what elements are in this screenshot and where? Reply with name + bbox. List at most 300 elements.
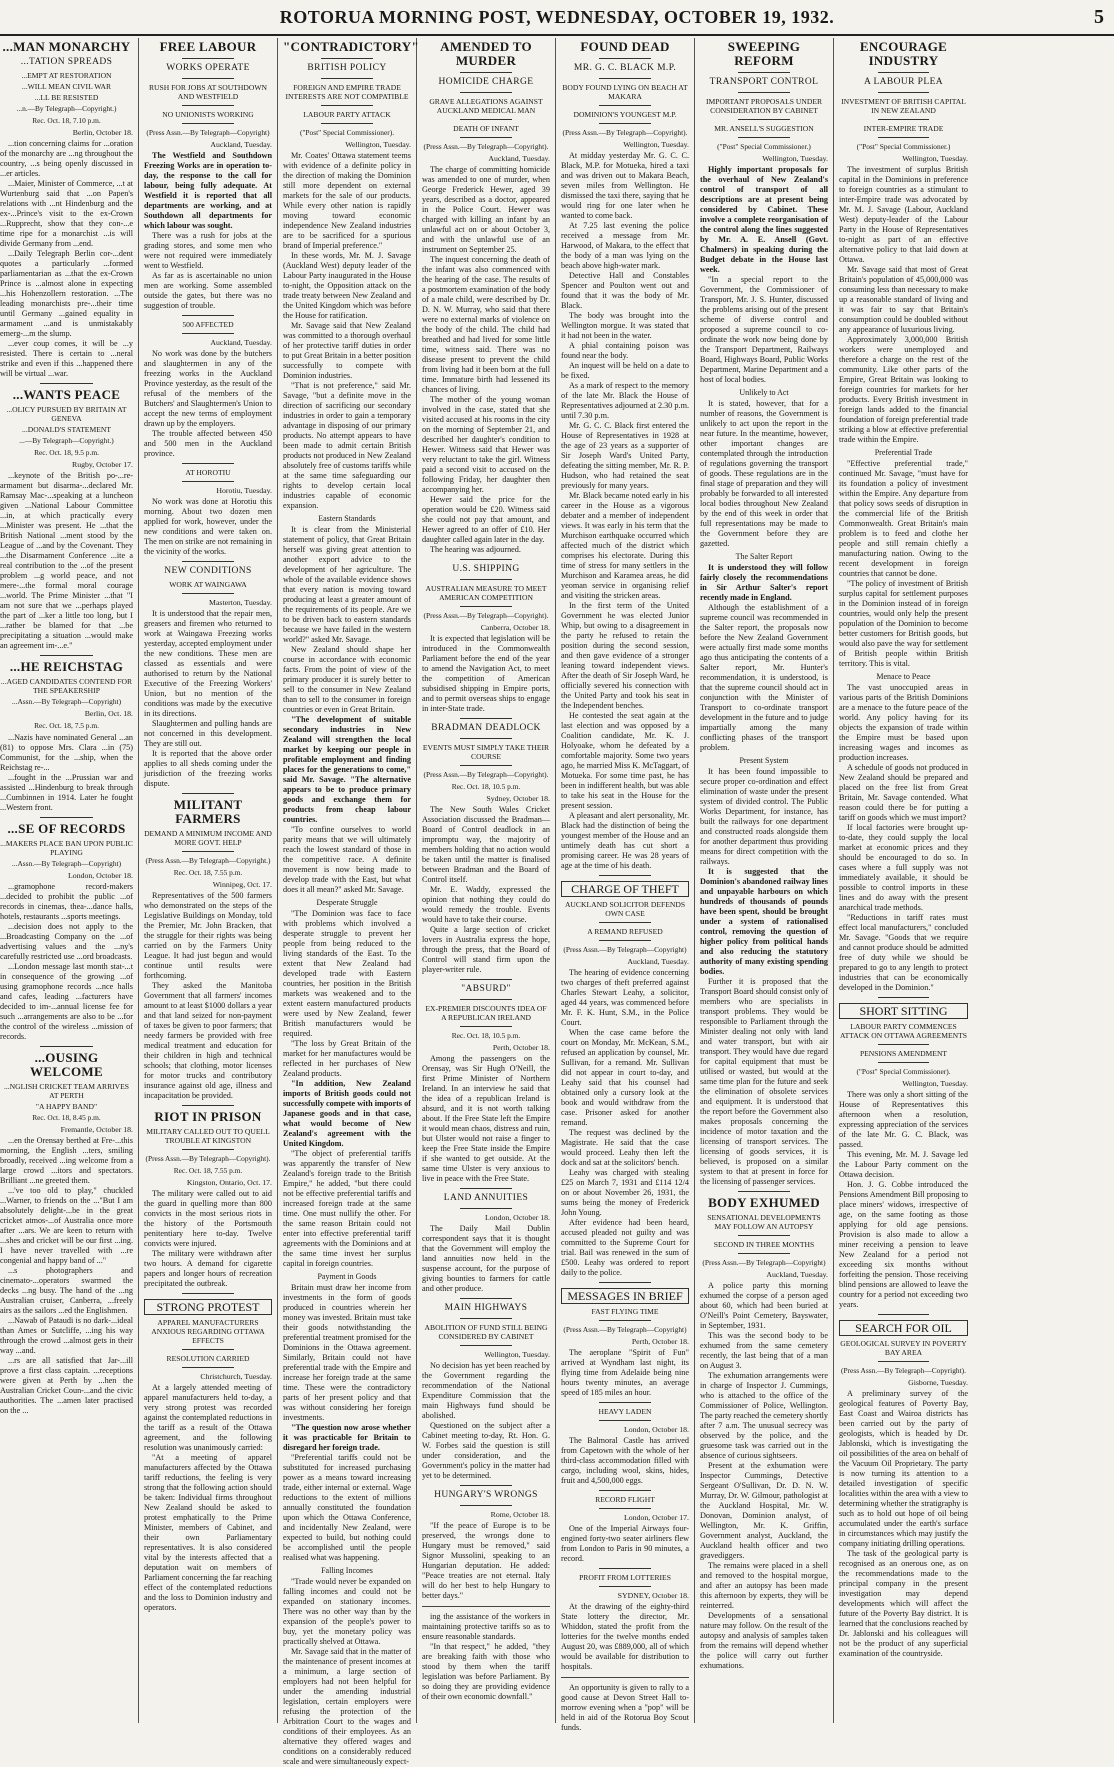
- paragraph: Developments of a sensational nature may follow. On the result of the autopsy and analysis of samples taken from the remains will depend whether the police will carry out further exhumations.: [700, 1611, 828, 1670]
- deck: GRAVE ALLEGATIONS AGAINST AUCKLAND MEDICAL MAN: [429, 97, 543, 115]
- section-subhead: Preferential Trade: [874, 448, 933, 457]
- paragraph: A police party this morning exhumed the corpse of a person aged about 60, which had been buried at O'Neill's Point Cemetery, Bayswater, in September, 1931.: [700, 1281, 828, 1330]
- divider: [738, 119, 789, 120]
- paragraph: Leahy was charged with stealing £25 on March 7, 1931 and £114 12/4 on or about November 26, 1931, the sums being the money of Frederick John Young.: [561, 1168, 689, 1217]
- section-subhead: The Salter Report: [735, 552, 793, 561]
- section-subhead: Payment in Goods: [317, 1272, 377, 1281]
- divider: [460, 119, 511, 120]
- paragraph: At the drawing of the eighty-third State lottery the director, Mr. Whiddon, stated the profit from the lotteries for the twelve months ended August 20, was £889,000, all of which would be available for distribution to hospitals.: [561, 1602, 689, 1671]
- paragraph: No work was done by the butchers and slaughtermen in any of the freezing works in the Auckland Province yesterday, as the result of the refusal of the members of the Butchers' and Slaughtermen's Union to accept the new terms of employment drawn up by the employers.: [144, 349, 272, 428]
- headline: FOUND DEAD: [580, 39, 670, 54]
- paragraph: ...gramophone record-makers ...decided to prohibit the public ...of records in cinemas, thea-...dance halls, hotels, restaurants ...sports meetings.: [0, 882, 133, 921]
- paragraph: Questioned on the subject after a Cabinet meeting to-day, Rt. Hon. G. W. Forbes said the question is still under consideration, and the Government's policy in the matter had yet to be determined.: [422, 1421, 550, 1480]
- subheadline: WORKS OPERATE: [166, 63, 250, 73]
- divider: [460, 979, 511, 980]
- subheadline: "ABSURD": [461, 984, 511, 994]
- paragraph: Mr. G. C. C. Black first entered the House of Representatives in 1928 at the age of 23 years as a supporter of Sir Joseph Ward's United Party, defeating the sitting member, Mr. R. P. Hudson, who had retained the seat previously for many years.: [561, 421, 689, 490]
- divider: [599, 78, 650, 79]
- paragraph: In these words, Mr. M. J. Savage (Auckland West) deputy leader of the Labour Party inaugurated in the House to-night, the Opposition attack on the trade treaty between New Zealand and the United Kingdom which was before the House for ratification.: [283, 251, 411, 320]
- deck: INTER-EMPIRE TRADE: [863, 124, 944, 133]
- column-5: [556, 38, 695, 1732]
- paragraph: ...'ve too old to play," chuckled ...Warner, to friends on the ..."But I am absolutely delight-...be in the great cricket atmos-...of Australia once more after ...ars. We are keen to return with ...shes and cricket will be our first ...ing. I have never travelled with ...re congenial and happy band of ...": [0, 1186, 133, 1265]
- deck: IMPORTANT PROPOSALS UNDER CONSIDERATION BY CABINET: [705, 97, 823, 115]
- paragraph-bold: The Westfield and Southdown Freezing Works are in operation to-day, the response to the call for labour, being fully adequate. At Westfield it is reported that all departments are working, and at Southdown all departments for which labour was sought.: [144, 151, 272, 230]
- deck: SECOND IN THREE MONTHS: [713, 1240, 815, 1249]
- divider: [182, 561, 233, 562]
- subheadline: A LABOUR PLEA: [863, 77, 944, 87]
- divider: [460, 1345, 511, 1346]
- dateline: Canberra, October 18.: [480, 623, 550, 632]
- paragraph: Slaughtermen and pulling hands are not concerned in this development. They are still out.: [144, 719, 272, 748]
- dateline: London, October 18.: [68, 871, 133, 880]
- wire-credit: Rec. Oct. 18, 10.5 p.m.: [451, 1031, 521, 1040]
- deck: A REMAND REFUSED: [587, 927, 663, 936]
- divider: [460, 999, 511, 1000]
- paragraph: It has been found impossible to secure proper co-ordination and effect elimination of waste under the present system of divided control. The Public Works Department, for instance, has built the railways for one department and constructed roads alongside them for another department thus providing means for direct competition with the railways.: [700, 767, 828, 866]
- subheadline: LAND ANNUITIES: [443, 1193, 529, 1203]
- paragraph: The exhumation arrangements were in charge of Inspector J. Cummings, who is attached to the office of the Commissioner of Police, Wellington. The party reached the cemetery shortly after 7 a.m. The unusual secrecy was observed by the police, and the gruesome task was carried out in the absence of curious sightseers.: [700, 1371, 828, 1460]
- paragraph-bold: "In addition, New Zealand imports of British goods could not successfully compete with imports of Japanese goods and in that case, what would become of New Zealand's agreement with the United Kingdom.: [283, 1079, 411, 1148]
- wire-credit: (Press Assn.—By Telegraph—Copyright): [563, 1325, 687, 1334]
- deck: BODY FOUND LYING ON BEACH AT MAKARA: [562, 83, 688, 101]
- paragraph: Mr. Coates' Ottawa statement teems with evidence of a definite policy in the direction of making the Dominion still more dependent on external markets for the sale of our products. While every other nation is rapidly moving toward economic independence New Zealand industries are to be sacrificed for a spurious brand of Imperial preference.": [283, 151, 411, 250]
- paragraph: The body was brought into the Wellington morgue. It was stated that it had not been in the water.: [561, 311, 689, 340]
- paragraph: At 7.25 last evening the police received a message from Mr. Harwood, of Makara, to the effect that the body of a man was lying on the beach above high-water mark.: [561, 221, 689, 270]
- wire-credit: (Press Assn.—By Telegraph—Copyright.): [145, 856, 271, 865]
- divider: [599, 123, 650, 124]
- divider: [599, 922, 650, 923]
- divider: [182, 1349, 233, 1350]
- paragraph: Quite a large section of cricket lovers in Australia express the hope, through the press, that the Board of Control will stand firm upon the player-writer rule.: [422, 925, 550, 974]
- paragraph: Approximately 3,000,000 British workers were unemployed and therefore a charge on the rest of the community. Like other parts of the Empire, Great Britain was looking to foreign countries for markets for her products. Every British investment in foreign lands added to the financial foundation of foreign preferential trade striking a blow at effective preferential trade within the Empire.: [839, 335, 968, 444]
- divider: [878, 997, 930, 998]
- deck: 500 AFFECTED: [182, 320, 234, 329]
- divider: [460, 718, 511, 719]
- dateline: Fremantle, October 18.: [60, 1125, 133, 1134]
- divider: [599, 58, 650, 59]
- divider: [182, 463, 233, 464]
- divider: [738, 1253, 789, 1254]
- column-4: [417, 38, 556, 1723]
- paragraph: "Reductions in tariff rates must effect local manufacturers," concluded Mr. Savage. "Goods that we require and cannot produce should be admitted free of duty while we should be prepared to go to any length to protect industries that can be economically developed in the Dominion.": [839, 913, 968, 992]
- paragraph: ...Nawab of Pataudi is no dark-...ideal than Ames or Sutcliffe, ...ing his way through the crowd ...almost gets in their way ...and.: [0, 1316, 133, 1355]
- divider: [561, 1677, 689, 1678]
- divider: [460, 92, 511, 93]
- dateline: Wellington, Tuesday.: [902, 154, 968, 163]
- subheadline: NEW CONDITIONS: [164, 566, 252, 576]
- dateline: Kingston, Ontario, Oct. 17.: [186, 1178, 272, 1187]
- deck: ...OLICY PURSUED BY BRITAIN AT GENEVA: [6, 405, 127, 423]
- paragraph: Detective Hall and Constables Spencer and Poulton went out and found that it was the body of Mr. Black.: [561, 271, 689, 310]
- paragraph: The vast unoccupied areas in various parts of the British Dominions are a menace to the future peace of the world. Any policy having for its objects the expansion of trade within the Empire must be based upon increasing wages and incomes as production increases.: [839, 683, 968, 762]
- paragraph: No work was done at Horotiu this morning. About two dozen men applied for work, however, under the new conditions and were taken on. The men on strike are not remaining in the vicinity of the works.: [144, 497, 272, 556]
- subheadline: MR. G. C. BLACK M.P.: [573, 63, 677, 73]
- wire-credit: (Press Assn.—By Telegraph—Copyright).: [145, 1154, 271, 1163]
- deck: "A HAPPY BAND": [35, 1102, 98, 1111]
- divider: [599, 1586, 650, 1587]
- paragraph: "The loss by Great Britain of the market for her manufactures would be reflected in her purchases of New Zealand products.: [283, 1039, 411, 1078]
- wire-credit: ...Assn.—By Telegraph—Copyright): [11, 697, 122, 706]
- paragraph: ...Nazis have nominated General ...an (81) to oppose Mrs. Clara ...in (75) Communist, for the ...ship, when the Reichstag re-...: [0, 733, 133, 772]
- headline: ENCOURAGE INDUSTRY: [859, 39, 948, 68]
- wire-credit: Rec. Oct. 18, 7.10 p.m.: [32, 116, 101, 125]
- deck: INVESTMENT OF BRITISH CAPITAL IN NEW ZEALAND: [841, 97, 966, 115]
- boxed-headline: SHORT SITTING: [839, 1003, 968, 1019]
- headline: ...HE REICHSTAG: [9, 659, 124, 674]
- paragraph: The mother of the young woman involved in the case, stated that she visited accused at his rooms in the city on the morning of September 21, and described her daughter's condition to Hewer. Witness said that Hewer was very reluctant to take the girl. Witness paid a second visit to accused on the following Friday, her daughter then accompanying her.: [422, 395, 550, 494]
- divider: [40, 817, 93, 818]
- paragraph: A pleasant and alert personality, Mr. Black had the distinction of being the youngest member of the House and an untimely death has cut short a promising career. He was 28 years of age at the time of his death.: [561, 811, 689, 870]
- boxed-headline: MESSAGES IN BRIEF: [561, 1288, 689, 1304]
- divider: [460, 1208, 511, 1209]
- section-subhead: Present System: [739, 756, 789, 765]
- dateline: Horotiu, Tuesday.: [216, 486, 272, 495]
- divider: [460, 579, 511, 580]
- paragraph: "In a special report to the Government, the Commissioner of Transport, Mr. J. S. Hunter, discussed the problems arising out of the present scheme of diverse control and proposed a supreme council to co-ordinate the work now being done by the Transport Department, Railways Board, Highways Board, Public Works Department, Marine Department and a host of local bodies.: [700, 275, 828, 384]
- dateline: SYDNEY, October 18.: [617, 1591, 689, 1600]
- paragraph: It is clear from the Ministerial statement of policy, that Great Britain herself was giving great attention to another export advice to the development of her agriculture. The whole of the available evidence shows that every nation is moving toward producing at least a greater amount of the requirements of its people. Are we to be driven back to eastern standards because we have failed in the western world?" asked Mr. Savage.: [283, 525, 411, 644]
- divider: [460, 1298, 511, 1299]
- paragraph: ...s photographers and cinemato-...operators swarmed the decks ...ng busy. The hand of the ...ng Australian cruiser, Canberra, ...freely airs as the sailors ...ed the Englishmen.: [0, 1266, 133, 1315]
- wire-credit: (Press Assn.—By Telegraph—Copyright).: [423, 770, 549, 779]
- paragraph: ...keynote of the British po-...re-armament but disarma-...declared Mr. Ramsay Mac-...speaking at a luncheon given ...National Labour Committee ...in, at which practically every ...Minister was present. He ...that the British National ...ment stood by the League of ...and by the Covenant. They ...the Disarmament Conference ...ite a real contribution to the ...of the present problem ...g world peace, and not mere-...the formal moral courage ...world. The Prime Minister ...that "I am not sure that we ...perhaps played the part of ...ker a little too long, but I ...rather be blamed for that ...be precipitating a situation ...would make an agreement im-...e.": [0, 471, 133, 650]
- column-7: [834, 38, 973, 1723]
- wire-credit: Rec. Oct. 18, 8.45 p.m.: [32, 1113, 101, 1122]
- subheadline: MAIN HIGHWAYS: [444, 1303, 528, 1313]
- divider: [182, 78, 233, 79]
- deck: MILITARY CALLED OUT TO QUELL TROUBLE AT KINGSTON: [146, 1127, 270, 1145]
- wire-credit: Rec. Oct. 18, 7.55 p.m.: [173, 1166, 243, 1175]
- headline: AMENDED TO MURDER: [440, 39, 532, 68]
- dateline: Auckland, Tuesday.: [766, 1270, 828, 1279]
- divider: [738, 1191, 789, 1192]
- paragraph: Although the establishment of a supreme council was recommended in the Salter report, the proposals now before the New Zealand Government were actually first made some months ago thus anticipating the contents of a Salter report, Mr. Hunter's recommendation, it is understood, is that the supreme council should act in conjunction with the Minister of Transport to co-ordinate transport development in the future and to judge impartially among the many conflicting phases of the transport problem.: [700, 603, 828, 752]
- deck: GEOLOGICAL SURVEY IN POVERTY BAY AREA: [840, 1339, 967, 1357]
- page-number: 5: [1094, 6, 1104, 28]
- wire-credit: (Press Assn.—By Telegraph—Copyright): [702, 1258, 826, 1267]
- deck: ...AGED CANDIDATES CONTEND FOR THE SPEAKERSHIP: [0, 677, 133, 695]
- section-subhead: Unlikely to Act: [739, 388, 789, 397]
- divider: [40, 655, 93, 656]
- divider: [460, 1485, 511, 1486]
- paragraph-bold: It is suggested that the Dominion's abandoned railway lines and unpayable harbours on which hundreds of thousands of pounds have been spent, should be brought under a system of rationalised control, removing the question of higher policy from political hands and also reducing the statutory authority of many existing spending bodies.: [700, 867, 828, 976]
- dateline: Perth, October 18.: [492, 1043, 550, 1052]
- divider: [460, 1505, 511, 1506]
- headline: FREE LABOUR: [159, 39, 257, 54]
- paragraph: There was only a short sitting of the House of Representatives this afternoon when a resolution, expressing appreciation of the services of the late Mr. G. C. Black, was passed.: [839, 1090, 968, 1149]
- paragraph: Mr. Savage said that in the matter of the maintenance of present incomes at a minimum, a large section of employers had not been helpful for under the amending industrial legislation, certain employers were refusing the protection of the Arbitration Court to the wages and conditions of their employees. As an alternative they offered wages and conditions on a considerably reduced scale and were simultaneously expect-: [283, 1647, 411, 1766]
- deck: ...LL BE RESISTED: [34, 93, 99, 102]
- divider: [599, 1320, 650, 1321]
- paragraph: "In that respect," he added, "they are breaking faith with those who stood by them when the tariff legislation was before Parliament. By so doing they are providing evidence of their own economic downfall.": [422, 1642, 550, 1701]
- paragraph: ing the assistance of the workers in maintaining protective tariffs so as to ensure reasonable standards.: [422, 1612, 550, 1641]
- divider: [599, 1282, 650, 1283]
- paragraph: It is understood that the repair men, greasers and firemen who returned to work at Waingawa Freezing works yesterday, accepted employment under the new conditions. These men are classed as essentials and were authorised to return by the National Executive of the Freezing Workers' Union, but no mention of the conditions was made by the executive in its directions.: [144, 609, 272, 718]
- dateline: London, October 18.: [485, 1213, 550, 1222]
- divider: [321, 123, 372, 124]
- wire-credit: Rec. Oct. 18, 10.5 p.m.: [451, 782, 521, 791]
- divider: [878, 1044, 930, 1045]
- paragraph: Among the passengers on the Orensay, was Sir Hugh O'Neill, the first Prime Minister of Northern Ireland. In an interview he said that the idea of a republican Ireland is absurd, and it is not worth talking about. If the Free State left the Empire it would mean chaos, distress and ruin, but Ulster would not raise a finger to keep the Free State inside the Empire if she wanted to get outside. At the same time Ulster is very anxious to live in peace with the Free State.: [422, 1054, 550, 1183]
- wire-credit: ...n.—By Telegraph—Copyright.): [16, 104, 117, 113]
- paragraph: "The policy of investment of British surplus capital for settlement purposes in the Dominion instead of in foreign countries, would only help the present population of the Dominion to become better customers for British goods, but would also pave the way for settlement of British people within British territory. This is vital.: [839, 579, 968, 668]
- divider: [599, 1568, 650, 1569]
- divider: [599, 1490, 650, 1491]
- divider: [599, 875, 650, 876]
- divider: [182, 1105, 233, 1106]
- deck: DEMAND A MINIMUM INCOME AND MORE GOVT. HELP: [144, 829, 272, 847]
- divider: [599, 1420, 650, 1421]
- deck: DEATH OF INFANT: [453, 124, 519, 133]
- paragraph: An opportunity is given to rally to a good cause at Devon Street Hall to-morrow evening when a "pop" will be held in aid of the Rotorua Boy Scout funds.: [561, 1683, 689, 1732]
- paragraph: Britain must draw her income from investments in the form of goods produced in countries wherein her money was invested. Britain must take their goods notwithstanding the preferential treatment promised for the Dominions in the Ottawa agreement. Similarly, Britain could not have preferential trade with the Empire and increase her foreign trade at the same time. These were the contradictory parts of her present policy and that was without considering her foreign investments.: [283, 1283, 411, 1422]
- headline: ...WANTS PEACE: [12, 387, 121, 402]
- divider: [460, 1026, 511, 1027]
- divider: [878, 137, 930, 138]
- paragraph: ...Daily Telegraph Berlin cor-...dent quotes a particularly ...formed parliamentarian as ...that the ex-Crown Prince is ...almost alone in expecting ...his Hohenzollern restoration. ...The leading monarchists pre-...their time until Germany ...gained equality in armament ...and is unmistakably emerg-...m the slump.: [0, 249, 133, 338]
- divider: [422, 1606, 550, 1607]
- subheadline: ...TATION SPREADS: [20, 57, 113, 67]
- dateline: Sydney, October 18.: [486, 794, 550, 803]
- dateline: Gisborne, Tuesday.: [908, 1378, 968, 1387]
- paragraph: The request was declined by the Magistrate. He said that the case would proceed. Leahy then left the dock and sat at the solicitors' bench.: [561, 1128, 689, 1167]
- paragraph: ...en the Orensay berthed at Fre-...this morning, the English ...ters, smiling broadly, received ...ing welcome from a large crowd ...itors and spectators. Brilliant ...ne greeted them.: [0, 1136, 133, 1185]
- wire-credit: (Press Assn.—By Telegraph—Copyright): [563, 945, 687, 954]
- wire-credit: ...—By Telegraph—Copyright.): [19, 436, 114, 445]
- deck: ABOLITION OF FUND STILL BEING CONSIDERED BY CABINET: [424, 1323, 548, 1341]
- subheadline: U.S. SHIPPING: [452, 564, 520, 574]
- paragraph: The remains were placed in a shell and removed to the hospital morgue, and after an autopsy has been made this afternoon by experts, they will be reinterred.: [700, 1561, 828, 1610]
- divider: [738, 72, 789, 73]
- paragraph-bold: It is understood they will follow fairly closely the recommendations in Sir Arthur Salter's report recently made in England.: [700, 563, 828, 602]
- paragraph: Mr. Black became noted early in his career in the House as a vigorous debater and a member of independent views. It was early in his term that the Murchison earthquake occurred which affected much of the district which comprises his electorate. During this time of stress for many settlers in the Murchison and Karamea areas, he did yeoman service in organising relief and visiting the stricken areas.: [561, 491, 689, 600]
- dateline: Berlin, October 18.: [72, 128, 133, 137]
- wire-credit: (Press Assn.—By Telegraph—Copyright).: [562, 128, 688, 137]
- masthead-title: ROTORUA MORNING POST, WEDNESDAY, OCTOBER 19, 1932.: [279, 6, 835, 27]
- paragraph: "Effective preferential trade," continued Mr. Savage, "must have for its foundation a policy of investment within the Empire. Any departure from that policy sows seeds of disruption in the commercial life of the British Commonwealth. Great Britain's main problem is to feed and clothe her people and still remain chiefly a manufacturing nation. Owing to the recent development in foreign countries that cannot be done.: [839, 459, 968, 578]
- paragraph: "Preferential tariffs could not be substituted for increased purchasing power as a means toward increasing trade, either internal or external. Wage reductions to the extent of millions annually constituted the foundation upon which the Ottawa Conference, and incidentally New Zealand, were expected to build, but nothing could be accomplished until the people realised what was happening.: [283, 1453, 411, 1562]
- deck: EX-PREMIER DISCOUNTS IDEA OF A REPUBLICAN IRELAND: [425, 1004, 547, 1022]
- divider: [878, 72, 930, 73]
- divider: [460, 137, 511, 138]
- paragraph: ...rs are all satisfied that Jar-...ill prove a first class captain. ...receptions were given at Perth by ...hen the Australian Cricket Coun-...and the civic authorities. The ...amen later practised on the ...: [0, 1356, 133, 1415]
- divider: [599, 940, 650, 941]
- subheadline: HOMICIDE CHARGE: [438, 77, 534, 87]
- wire-credit: Rec. Oct. 18, 7.55 p.m.: [173, 868, 243, 877]
- divider: [321, 105, 372, 106]
- divider: [182, 315, 233, 316]
- paragraph: No decision has yet been reached by the Government regarding the recommendation of the National Expenditure Commission that the main Highways fund should be abolished.: [422, 1361, 550, 1420]
- dateline: Winnipeg, Oct. 17.: [212, 880, 272, 889]
- paragraph: The military were called out to aid the guard in quelling more than 800 convicts in the most serious riots in the history of the Portsmouth penitentiary here to-day. Twelve convicts were injured.: [144, 1189, 272, 1248]
- paragraph: The trouble affected between 450 and 500 men in the Auckland province.: [144, 429, 272, 458]
- wire-credit: Rec. Oct. 18, 9.5 p.m.: [34, 448, 99, 457]
- divider: [878, 1361, 930, 1362]
- divider: [460, 559, 511, 560]
- paragraph: This was the second body to be exhumed from the same cemetery recently, the last being that of a man on August 3.: [700, 1331, 828, 1370]
- divider: [182, 1293, 233, 1294]
- divider: [738, 1235, 789, 1236]
- divider: [878, 92, 930, 93]
- deck: AUCKLAND SOLICITOR DEFENDS OWN CASE: [564, 900, 686, 918]
- dateline: Wellington, Tuesday.: [484, 1350, 550, 1359]
- divider: [599, 1508, 650, 1509]
- paragraph: ...London message last month stat-...t in consequence of the growing ...of using gramophone records ...nce halls and cafes, leading ...facturers have decided to im-...annual license fee for such ...arrangements are also to be ...for the control of the wireless ...mission of records.: [0, 962, 133, 1041]
- paragraph: It is expected that legislation will be introduced in the Commonwealth Parliament before the end of the year to amend the Navigation Act, to meet the competition of American subsidised shipping in Empire ports, and to permit overseas ships to engage in inter-State trade.: [422, 634, 550, 713]
- dateline: Auckland, Tuesday.: [627, 957, 689, 966]
- deck: RESOLUTION CARRIED: [166, 1354, 250, 1363]
- dateline: Christchurch, Tuesday.: [200, 1372, 272, 1381]
- divider: [460, 738, 511, 739]
- headline: ...OUSING WELCOME: [30, 1050, 103, 1079]
- divider: [40, 1046, 93, 1047]
- paragraph: The Daily Mail Dublin correspondent says that it is thought that the Government will employ the land annuities now held in the suspense account, for the purpose of giving bounties to farmers for cattle and other produce.: [422, 1224, 550, 1293]
- deck: WORK AT WAINGAWA: [169, 580, 247, 589]
- deck: PENSIONS AMENDMENT: [859, 1049, 948, 1058]
- paragraph-bold: "The question now arose whether it was practicable for Britain to disregard her foreign trade.: [283, 1423, 411, 1452]
- paragraph-bold: Highly important proposals for the overhaul of New Zealand's control of transport of all descriptions are at present being considered by Cabinet. These involve a complete reorganisation of the control along the lines suggested by Mr. A. E. Ansell (Govt. Chalmers) in speaking during the Budget debate in the House last week.: [700, 165, 828, 274]
- paragraph: The military were withdrawn after two hours. A demand for cigarette papers and longer hours of recreation precipitated the outbreak.: [144, 1249, 272, 1288]
- deck: FOREIGN AND EMPIRE TRADE INTERESTS ARE NOT COMPATIBLE: [285, 83, 409, 101]
- paragraph: "The object of preferential tariffs was apparently the transfer of New Zealand's foreign trade to the British Empire," he added, "but there could not be effective preferential tariffs and increased foreign trade at the same time. One must nullify the other. For the same reason Britain could not enter into effective preferential tariff agreements with the Dominions and at the same time invest her surplus capital in foreign countries.: [283, 1149, 411, 1268]
- divider: [599, 105, 650, 106]
- paragraph: ...decision does not apply to the ...Broadcasting Company on the ...of advertising values and the ...ny's carefully restricted use ...ord broadcasts.: [0, 922, 133, 961]
- subheadline: HUNGARY'S WRONGS: [434, 1490, 538, 1500]
- dateline: Rugby, October 17.: [72, 460, 133, 469]
- headline: ...SE OF RECORDS: [7, 821, 126, 836]
- dateline: Masterton, Tuesday.: [209, 598, 272, 607]
- deck: ...EMPT AT RESTORATION: [21, 71, 112, 80]
- boxed-headline: STRONG PROTEST: [144, 1299, 272, 1315]
- section-subhead: Falling Incomes: [321, 1566, 373, 1575]
- paragraph: "If the peace of Europe is to be preserved, the wrongs done to Hungary must be removed," said Signor Mussolini, speaking to an Hungarian deputation. He added: "Peace treaties are not eternal. Italy will do her best to help Hungary to better days.": [422, 1521, 550, 1600]
- dateline: Auckland, Tuesday.: [488, 154, 550, 163]
- divider: [878, 1314, 930, 1315]
- paragraph: There was a rush for jobs at the grading stores, and some men who were not required were immediately went to Westfield.: [144, 231, 272, 270]
- paragraph: When the case came before the court on Monday, Mr. McKean, S.M., refused an application by counsel, Mr. Sullivan, for a remand. Mr. Sullivan did not appear in court to-day, and Leahy said that his counsel had obtained only a cursory look at the book and would withdraw from the case. Prisoner asked for another remand.: [561, 1028, 689, 1127]
- wire-credit: Rec. Oct. 18, 7.5 p.m.: [34, 721, 99, 730]
- paragraph: Mr. Savage said that most of Great Britain's population of 45,000,000 was consuming less than necessary to make up a reasonable standard of living and it was fair to say that Britain's consumption could be doubled without any appearance of luxurious living.: [839, 265, 968, 334]
- subheadline: TRANSPORT CONTROL: [709, 77, 819, 87]
- deck: DOMINION'S YOUNGEST M.P.: [573, 110, 677, 119]
- paragraph: The task of the geological party is recognised as an onerous one, as on the recommendations made to the principal company in the present investigation may depend developments which will affect the future of the Poverty Bay district. It is learned that the conclusions reached by Dr. Jablonski and his colleagues will not be the product of any superficial examination of the countryside.: [839, 1549, 968, 1658]
- divider: [182, 1149, 233, 1150]
- deck: RECORD FLIGHT: [595, 1495, 655, 1504]
- wire-credit: ("Post" Special Commissioner).: [299, 128, 395, 137]
- headline: "CONTRADICTORY": [283, 39, 419, 54]
- deck: LABOUR PARTY COMMENCES ATTACK ON OTTAWA AGREEMENTS: [839, 1022, 968, 1040]
- paragraph: Hewer said the price for the operation would be £20. Witness said she could not pay that amount, and Hewer agreed to an offer of £10. Her daughter called again later in the day.: [422, 495, 550, 544]
- divider: [182, 793, 233, 794]
- paragraph: Present at the exhumation were Inspector Cummings, Detective Sergeant O'Sullivan, Dr. D. N. W. Murray, Dr. W. Gilmour, pathologist at the Auckland Hospital, Mr. W. Donovan, Dominion analyst, of Wellington, Mr. K. Griffin, Government analyst, Auckland, the Auckland health officer and two gravediggers.: [700, 1461, 828, 1560]
- column-2: [139, 38, 278, 1723]
- paragraph: New Zealand should shape her course in accordance with economic facts. From the point of view of the primary producer it is surely better to sell to the consumer in New Zealand than to sell to the consumer in foreign countries or even in Great Britain.: [283, 645, 411, 714]
- deck: ...WILL MEAN CIVIL WAR: [21, 82, 112, 91]
- paragraph: As far as is ascertainable no union men are working. Some assembled outside the gates, but there was no suggestion of trouble.: [144, 271, 272, 310]
- divider: [460, 606, 511, 607]
- column-3: [278, 38, 419, 1766]
- paragraph: Mr. E. Waddy, expressed the opinion that nothing they could do would remedy the trouble. Events would have to take their course.: [422, 885, 550, 924]
- paragraph: Further it is proposed that the Transport Board should consist only of members who are specialists in transport problems. They would be responsible to Parliament through the Minister dealing not only with land and water transport, but with air transport. They would have due regard for capital equipment that must be utilised or wasted, but would at the same time plan for the future and seek the elimination of obsolete services and equipment. It is understood that the report before the Government also makes proposals concerning the incidence of motor taxation and the licensing of transport services. The licensing of goods services, it is believed, is proposed on a similar system to that at present in force for the licensing of passenger services.: [700, 977, 828, 1186]
- paragraph: At midday yesterday Mr. G. C. C. Black, M.P. for Motueka, hired a taxi and was driven out to Makara Beach, seven miles from Wellington. He dismissed the taxi there, saying that he would ring for one later when he wanted to come back.: [561, 151, 689, 220]
- paragraph: "Trade would never be expanded on falling incomes and could not be expanded on stationary incomes. There was no other way than by the expansion of the people's power to buy, yet the monetary policy was practically shelved at Ottawa.: [283, 1577, 411, 1646]
- headline: SWEEPING REFORM: [727, 39, 801, 68]
- paragraph: ...fought in the ...Prussian war and assisted ...Hindenburg to break through ...Cumbinnen in 1914. Later he fought ...Western front.: [0, 773, 133, 812]
- dateline: Wellington, Tuesday.: [623, 140, 689, 149]
- paragraph: At a largely attended meeting of apparel manufacturers held to-day, a very strong protest was recorded against the contemplated reductions in the tariff as a result of the Ottawa agreement, and the following resolution was unanimously carried:: [144, 1383, 272, 1452]
- paragraph: It is stated, however, that for a number of reasons, the Government is unlikely to act upon the report in the near future. In the meantime, however, other important changes are contemplated through the introduction of regulations governing the transport of goods. These regulations are in the final stage of preparation and they will probably be forwarded to all interested local bodies throughout New Zealand by the end of this week in order that full representations may be made to the Government before they are gazetted.: [700, 399, 828, 548]
- divider: [878, 1062, 930, 1063]
- dateline: Wellington, Tuesday.: [345, 140, 411, 149]
- paragraph: This evening, Mr. M. J. Savage led the Labour Party comment on the Ottawa decision.: [839, 1150, 968, 1179]
- boxed-headline: SEARCH FOR OIL: [839, 1320, 968, 1336]
- masthead: [0, 0, 1114, 36]
- deck: AT HOROTIU: [185, 468, 231, 477]
- paragraph: One of the Imperial Airways four-engined forty-two seater airliners flew from London to Paris in 90 minutes, a record.: [561, 1524, 689, 1563]
- divider: [321, 58, 372, 59]
- dateline: Auckland, Tuesday.: [210, 140, 272, 149]
- dateline: Wellington, Tuesday.: [762, 154, 828, 163]
- paragraph: ...tion concerning claims for ...oration of the monarchy are ...ng throughout the country, ...s being openly discussed in ...er articles.: [0, 139, 133, 178]
- paragraph: The hearing of evidence concerning two charges of theft preferred against Charles Stewart Leahy, a solicitor, aged 44 years, was commenced before Mr. F. K. Hunt, S.M., in the Police Court.: [561, 968, 689, 1027]
- divider: [182, 1367, 233, 1368]
- boxed-headline: CHARGE OF THEFT: [561, 881, 689, 897]
- divider: [460, 1318, 511, 1319]
- headline: ...MAN MONARCHY: [2, 39, 131, 54]
- headline: RIOT IN PRISON: [154, 1109, 262, 1124]
- paragraph: Mr. Savage said that New Zealand was committed to a thorough overhaul of her protective tariff duties in order to put Great Britain in a better position successfully to compete with Dominion industries.: [283, 321, 411, 380]
- divider: [460, 765, 511, 766]
- paragraph: As a mark of respect to the memory of the late Mr. Black the House of Representatives adjourned at 2.30 p.m. until 7.30 p.m.: [561, 381, 689, 420]
- dateline: Rome, October 18.: [490, 1510, 550, 1519]
- subheadline: BRITISH POLICY: [307, 63, 387, 73]
- deck: APPAREL MANUFACTURERS ANXIOUS REGARDING OTTAWA EFFECTS: [151, 1318, 265, 1345]
- column-6: [695, 38, 834, 1723]
- paragraph: The aeroplane "Spirit of Fun" arrived at Wyndham last night, its flying time from Adelaide being nine hours twenty minutes, an average speed of 185 miles an hour.: [561, 1348, 689, 1397]
- paragraph: A schedule of goods not produced in New Zealand should be prepared and placed on the free list from Great Britain, Mr. Savage contended. What reason could there be for putting a tariff on goods which we must import?: [839, 763, 968, 822]
- columns-container: [0, 38, 1114, 1766]
- divider: [878, 119, 930, 120]
- divider: [182, 481, 233, 482]
- wire-credit: ("Post" Special Commissioner.): [717, 142, 811, 151]
- paragraph: The charge of committing homicide was amended to one of murder, when George Frederick Hewer, aged 39 years, described as a doctor, appeared in the Police Court. Hewer was charged with killing an infant by an unlawful act on or about October 3, and with the unlawful use of an instrument on September 25.: [422, 165, 550, 254]
- wire-credit: (Press Assn.—By Telegraph—Copyright).: [841, 1366, 966, 1375]
- paragraph: If local factories were brought up-to-date, they could supply the local market at economic prices and they should be encouraged to do so. In cases where a full supply was not immediately available, it should be possible to control imports in these lines and do away with the present anarchical trade methods.: [839, 823, 968, 912]
- paragraph: "The Dominion was face to face with problems which involved a desperate struggle to prevent her people from being reduced to the living standards of the East. To the extent that New Zealand had developed trade with Eastern countries, her position in the British markets was weakened and to the extent eastern manufactured products were used by New Zealand, fewer British manufacturers would be required.: [283, 909, 411, 1038]
- wire-credit: ("Post" Special Commissioner).: [856, 1067, 951, 1076]
- paragraph: "At a meeting of apparel manufacturers affected by the Ottawa tariff reductions, the feeling is very strong that the following action should be taken: Individual firms throughout New Zealand should be asked to protest emphatically to the Prime Minister, members of Cabinet, and their own Parliamentary representatives. It is also considered vital by the interests affected that a deputation wait on members of Parliament concerning the far reaching effect of the contemplated reductions and the loss to Dominion industry and operators.: [144, 1453, 272, 1612]
- divider: [182, 58, 233, 59]
- deck: NO UNIONISTS WORKING: [162, 110, 254, 119]
- dateline: London, October 17.: [624, 1513, 689, 1522]
- deck: ...DONALD'S STATEMENT: [22, 425, 111, 434]
- deck: PROFIT FROM LOTTERIES: [579, 1573, 671, 1582]
- paragraph: A preliminary survey of the geological features of Poverty Bay, East Coast and Wairoa districts has been carried out by the party of geologists, which is headed by Dr. Jablonski, which is investigating the oil possibilities of the area on behalf of the Vacuum Oil Proprietary. The party is now turning its attention to a detailed investigation of specific localities within the area with a view to determining whether the stratigraphy is such as to hold out hope of oil being accumulated under the earth's surface in circumstances which may justify the company initiating drilling operations.: [839, 1389, 968, 1548]
- paragraph: After evidence had been heard, accused pleaded not guilty and was committed to the Supreme Court for trial. Bail was renewed in the sum of £500. Leahy was ordered to report daily to the police.: [561, 1218, 689, 1277]
- section-subhead: Desperate Struggle: [316, 898, 378, 907]
- divider: [182, 333, 233, 334]
- deck: HEAVY LADEN: [598, 1407, 652, 1416]
- deck: ...MAKERS PLACE BAN UPON PUBLIC PLAYING: [0, 839, 133, 857]
- paragraph: "To confine ourselves to world parity means that we will ultimately reach the lowest standard of those in the competitive race. A definite movement is now being made to develop trade with the East, but what does it all mean?" asked Mr. Savage.: [283, 825, 411, 894]
- paragraph: It is reported that the above order applies to all sheds coming under the jurisdiction of the freezing works dispute.: [144, 749, 272, 788]
- paragraph: Hon. J. G. Cobbe introduced the Pensions Amendment Bill proposing to place miners' widows, irrespective of age, on the same footing as those applying for old age pensions. Provision is also made to allow a miner receiving a pension to leave New Zealand for a period not exceeding six months without forfeiting the pension. Those receiving blind pensions are allowed to leave the country for a period not exceeding two years.: [839, 1180, 968, 1309]
- paragraph: The investment of surplus British capital in the Dominions in preference to foreign countries as a stimulant to inter-Empire trade was advocated by Mr. M. J. Savage (Labour, Auckland West) deputy-leader of the Labour Party in the House of Representatives to-night as part of an effective alternative policy to that laid down at Ottawa.: [839, 165, 968, 264]
- dateline: Auckland, Tuesday.: [210, 338, 272, 347]
- paragraph: "That is not preference," said Mr. Savage, "but a definite move in the direction of sacrificing our secondary industries in order to gain a temporary advantage in disposing of our primary products. No attempt appears to have been made to admit certain British products not produced in New Zealand absolutely free of customs tariffs while at the same time safeguarding our rights to develop certain local industries capable of economic expansion.: [283, 381, 411, 510]
- wire-credit: (Press Assn.—By Telegraph—Copyright).: [423, 142, 549, 151]
- paragraph-bold: "The development of suitable secondary industries in New Zealand will strengthen the local market by keeping our people in profitable employment and finding places for the generations to come," said Mr. Savage. "The alternative appears to be to produce primary goods and exchange them for products from cheap labour countries.: [283, 715, 411, 824]
